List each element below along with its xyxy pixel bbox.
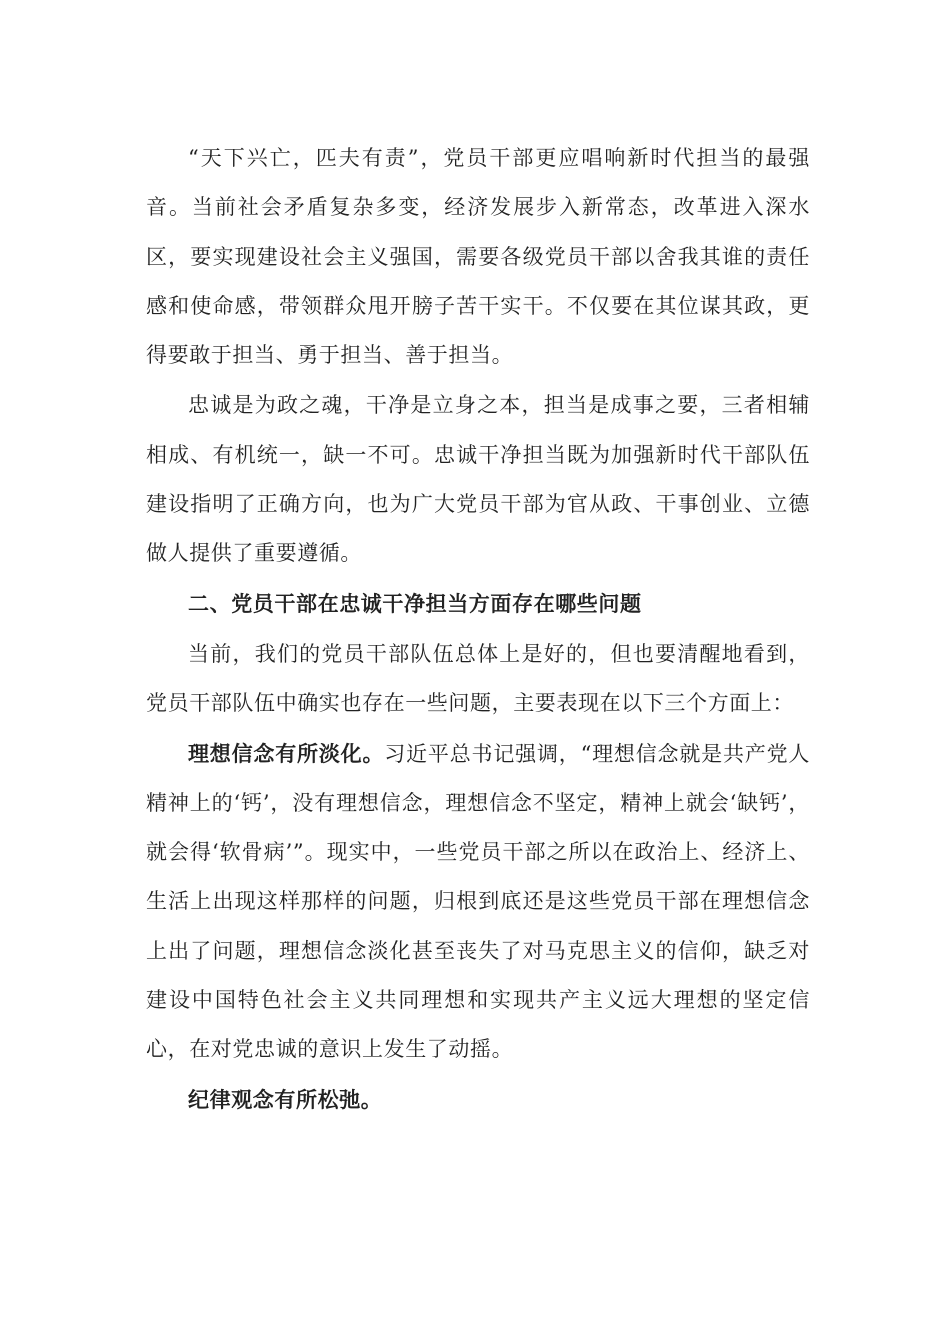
paragraph-5 [146,1075,810,1125]
paragraph-5-lead: 纪律观念有所松弛。 [188,1086,383,1112]
section-heading-2 [146,579,810,629]
paragraph-3 [146,629,810,729]
paragraph-2 [146,380,810,578]
section-heading-2-text: 二、党员干部在忠诚干净担当方面存在哪些问题 [188,590,642,616]
paragraph-3-text: 当前，我们的党员干部队伍总体上是好的，但也要清醒地看到，党员干部队伍中确实也存在一些问题，主要表现在以下三个方面上： [146,641,810,716]
document-body [146,133,810,1125]
paragraph-2-text: 忠诚是为政之魂，干净是立身之本，担当是成事之要，三者相辅相成、有机统一，缺一不可。忠诚干净担当既为加强新时代干部队伍建设指明了正确方向，也为广大党员干部为官从政、干事创业、立德做人提供了重要遵循。 [146,393,810,566]
paragraph-4 [146,729,810,1075]
paragraph-4-text: 习近平总书记强调，“理想信念就是共产党人精神上的‘钙’，没有理想信念，理想信念不坚定，精神上就会‘缺钙’，就会得‘软骨病’”。现实中，一些党员干部之所以在政治上、经济上、生活上出现这样那样的问题，归根到底还是这些党员干部在理想信念上出了问题，理想信念淡化甚至丧失了对马克思主义的信仰，缺乏对建设中国特色社会主义共同理想和实现共产主义远大理想的坚定信心，在对党忠诚的意识上发生了动摇。 [146,741,811,1062]
paragraph-1-text: “天下兴亡，匹夫有责”，党员干部更应唱响新时代担当的最强音。当前社会矛盾复杂多变，经济发展步入新常态，改革进入深水区，要实现建设社会主义强国，需要各级党员干部以舍我其谁的责任感和使命感，带领群众甩开膀子苦干实干。不仅要在其位谋其政，更得要敢于担当、勇于担当、善于担当。 [146,146,810,368]
paragraph-4-lead: 理想信念有所淡化。 [188,740,385,766]
paragraph-1 [146,133,810,380]
